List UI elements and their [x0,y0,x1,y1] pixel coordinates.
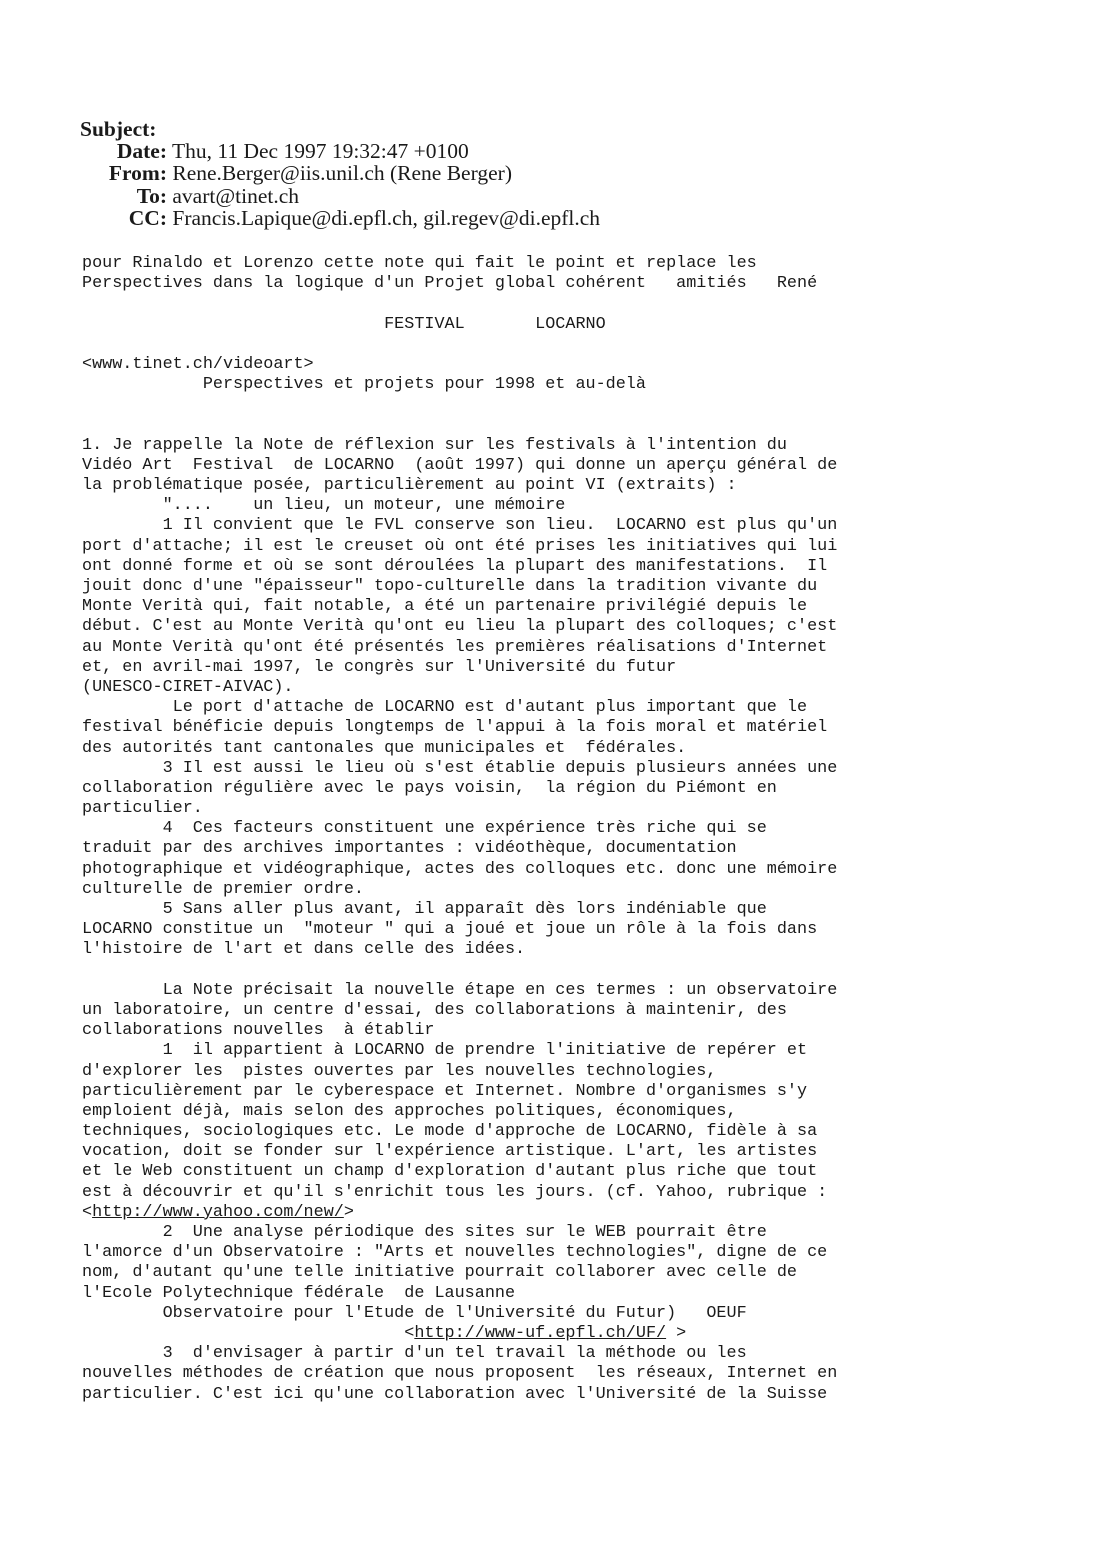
body-line: traduit par des archives importantes : vidéothèque, documentation [82,839,737,859]
body-line [82,961,1082,981]
body-line: ont donné forme et où se sont déroulées la plupart des manifestations. Il [82,556,828,576]
body-line: 1 il appartient à LOCARNO de prendre l'initiative de repérer et [82,1041,808,1061]
body-line: Le port d'attache de LOCARNO est d'autant plus important que le [82,698,808,718]
body-line: culturelle de premier ordre. [82,879,364,899]
body-line: photographique et vidéographique, actes des colloques etc. donc une mémoire [82,859,838,879]
cc-label: CC: [128,205,167,230]
from-label: From: [108,161,167,186]
body-line: début. C'est au Monte Verità qu'ont eu lieu la plupart des colloques; c'est [82,617,838,637]
body-line: 1 Il convient que le FVL conserve son lieu. LOCARNO est plus qu'un [82,516,838,536]
body-line: 3 d'envisager à partir d'un tel travail la méthode ou les [82,1344,747,1364]
body-line: 3 Il est aussi le lieu où s'est établie depuis plusieurs années une [82,758,838,778]
body-line: Vidéo Art Festival de LOCARNO (août 1997) qui donne un aperçu général de [82,455,838,475]
to-row [80,185,600,207]
body-line [82,335,1082,355]
body-line: des autorités tant cantonales que municipales et fédérales. [82,738,687,758]
body-line: Monte Verità qui, fait notable, a été un partenaire privilégié depuis le [82,597,808,617]
body-line: jouit donc d'une "épaisseur" topo-culturelle dans la tradition vivante du [82,577,818,596]
body-line: <www.tinet.ch/videoart> [82,354,314,374]
body-line: au Monte Verità qu'ont été présentés les premières réalisations d'Internet [82,637,828,657]
subject-row [80,118,600,140]
subject-label: Subject: [80,117,157,141]
body-line: 4 Ces facteurs constituent une expérience très riche qui se [82,819,767,839]
body-line: est à découvrir et qu'il s'enrichit tous les jours. (cf. Yahoo, rubrique : [82,1182,828,1202]
body-line: pour Rinaldo et Lorenzo cette note qui fait le point et replace les [82,254,757,273]
to-label: To: [136,183,167,208]
body-line: 1. Je rappelle la Note de réflexion sur les festivals à l'intention du [82,435,787,455]
url-link[interactable]: http://www-uf.epfl.ch/UF/ [414,1323,667,1343]
body-line: d'explorer les pistes ouvertes par les nouvelles technologies, [82,1061,717,1081]
body-line: nom, d'autant qu'une telle initiative pourrait collaborer avec celle de [82,1263,797,1283]
body-line: LOCARNO constitue un "moteur " qui a joué et joue un rôle à la fois dans [82,920,818,940]
email-header [80,118,600,229]
body-line: et, en avril-mai 1997, le congrès sur l'Université du futur [82,657,677,677]
body-line: collaboration régulière avec le pays voisin, la région du Piémont en [82,778,777,798]
body-line: collaborations nouvelles à établir [82,1021,435,1041]
cc-value[interactable]: Francis.Lapique@di.epfl.ch, gil.regev@di.epfl.ch [172,205,601,230]
body-line: festival bénéficie depuis longtemps de l'appui à la fois moral et matériel [82,718,828,738]
body-line: nouvelles méthodes de création que nous proposent les réseaux, Internet en [82,1364,838,1384]
cc-row [80,207,600,229]
date-label: Date: [116,139,167,164]
body-line: 2 Une analyse périodique des sites sur le WEB pourrait être [82,1223,767,1242]
body-line: l'histoire de l'art et dans celle des idées. [82,940,526,960]
body-line: Perspectives et projets pour 1998 et au-delà [82,375,646,395]
body-line: un laboratoire, un centre d'essai, des collaborations à maintenir, des [82,1000,787,1020]
body-line: port d'attache; il est le creuset où ont été prises les initiatives qui lui [82,536,838,556]
date-row [80,140,600,162]
body-line: La Note précisait la nouvelle étape en ces termes : un observatoire [82,980,838,1000]
body-line: l'Ecole Polytechnique fédérale de Lausanne [82,1283,516,1303]
body-line[interactable]: <http://www.yahoo.com/new/> [82,1202,354,1222]
body-line: emploient déjà, mais selon des approches politiques, économiques, [82,1101,737,1121]
body-line: et le Web constituent un champ d'exploration d'autant plus riche que tout [82,1162,818,1182]
body-line: 5 Sans aller plus avant, il apparaît dès lors indéniable que [82,900,767,919]
from-row [80,162,600,184]
email-body [82,254,1082,1405]
body-line: techniques, sociologiques etc. Le mode d'approche de LOCARNO, fidèle à sa [82,1122,818,1142]
body-line: l'amorce d'un Observatoire : "Arts et nouvelles technologies", digne de ce [82,1243,828,1263]
body-line: Perspectives dans la logique d'un Projet global cohérent amitiés René [82,274,818,294]
date-value: Thu, 11 Dec 1997 19:32:47 +0100 [172,139,469,164]
body-line [82,416,1082,436]
body-line [82,395,1082,415]
url-link[interactable]: http://www.yahoo.com/new/ [92,1202,344,1222]
body-line: la problématique posée, particulièrement au point VI (extraits) : [82,476,737,496]
body-line[interactable]: <http://www-uf.epfl.ch/UF/ > [82,1323,687,1343]
body-line: particulièrement par le cyberespace et Internet. Nombre d'organismes s'y [82,1081,808,1101]
from-value[interactable]: Rene.Berger@iis.unil.ch (Rene Berger) [172,161,512,186]
body-line [82,294,1082,314]
body-line: ".... un lieu, un moteur, une mémoire [82,496,566,516]
body-line: particulier. [82,799,203,819]
body-line: particulier. C'est ici qu'une collaboration avec l'Université de la Suisse [82,1384,828,1404]
body-line: (UNESCO-CIRET-AIVAC). [82,677,294,697]
to-value[interactable]: avart@tinet.ch [172,183,300,208]
body-line: vocation, doit se fonder sur l'expérience artistique. L'art, les artistes [82,1142,818,1162]
body-line: Observatoire pour l'Etude de l'Université du Futur) OEUF [82,1303,747,1323]
body-line: FESTIVAL LOCARNO [82,314,606,334]
